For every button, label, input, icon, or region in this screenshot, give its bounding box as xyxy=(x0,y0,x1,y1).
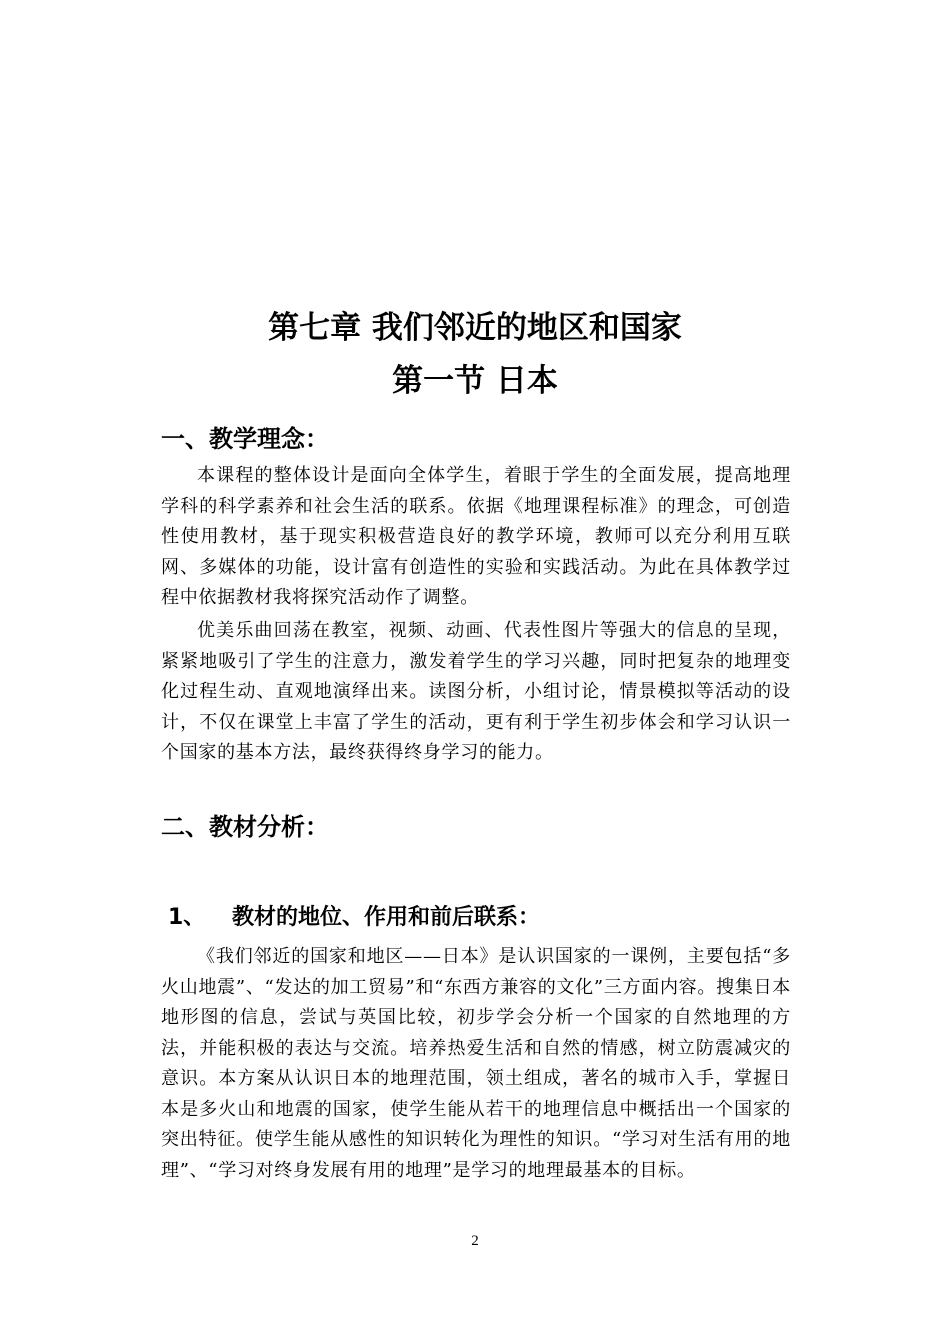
paragraph: 本课程的整体设计是面向全体学生，着眼于学生的全面发展，提高地理学科的科学素养和社会生活的联系。依据《地理课程标准》的理念，可创造性使用教材，基于现实积极营造良好的教学环境，教师可以充分利用互联网、多媒体的功能，设计富有创造性的实验和实践活动。为此在具体教学过程中依据教材我将探究活动作了调整。 xyxy=(161,465,791,608)
subheading-number: 1、 xyxy=(168,905,206,930)
chapter-title: 第七章 我们邻近的地区和国家 xyxy=(268,310,682,346)
paragraph: 《我们邻近的国家和地区——日本》是认识国家的一课例，主要包括“多火山地震”、“发达的加工贸易”和“东西方兼容的文化”三方面内容。搜集日本地形图的信息，尝试与英国比较，初步学会分析一个国家的自然地理的方法，并能积极的表达与交流。培养热爱生活和自然的情感，树立防震减灾的意识。本方案从认识日本的地理范围，领土组成，著名的城市入手，掌握日本是多火山和地震的国家，使学生能从若干的地理信息中概括出一个国家的突出特征。使学生能从感性的知识转化为理性的知识。“学习对生活有用的地理”、“学习对终身发展有用的地理”是学习的地理最基本的目标。 xyxy=(161,946,791,1181)
section-title: 第一节 日本 xyxy=(392,363,558,399)
heading-textbook-analysis: 二、教材分析： xyxy=(161,813,329,841)
paragraph: 优美乐曲回荡在教室，视频、动画、代表性图片等强大的信息的呈现，紧紧地吸引了学生的注意力，激发着学生的学习兴趣，同时把复杂的地理变化过程生动、直观地演绎出来。读图分析，小组讨论，情景模拟等活动的设计，不仅在课堂上丰富了学生的活动，更有利于学生初步体会和学习认识一个国家的基本方法，最终获得终身学习的能力。 xyxy=(161,620,791,763)
page-number: 2 xyxy=(471,1233,479,1249)
subheading-textbook-position xyxy=(168,903,540,933)
heading-teaching-philosophy: 一、教学理念： xyxy=(161,425,329,453)
subheading-title: 教材的地位、作用和前后联系： xyxy=(232,905,541,930)
